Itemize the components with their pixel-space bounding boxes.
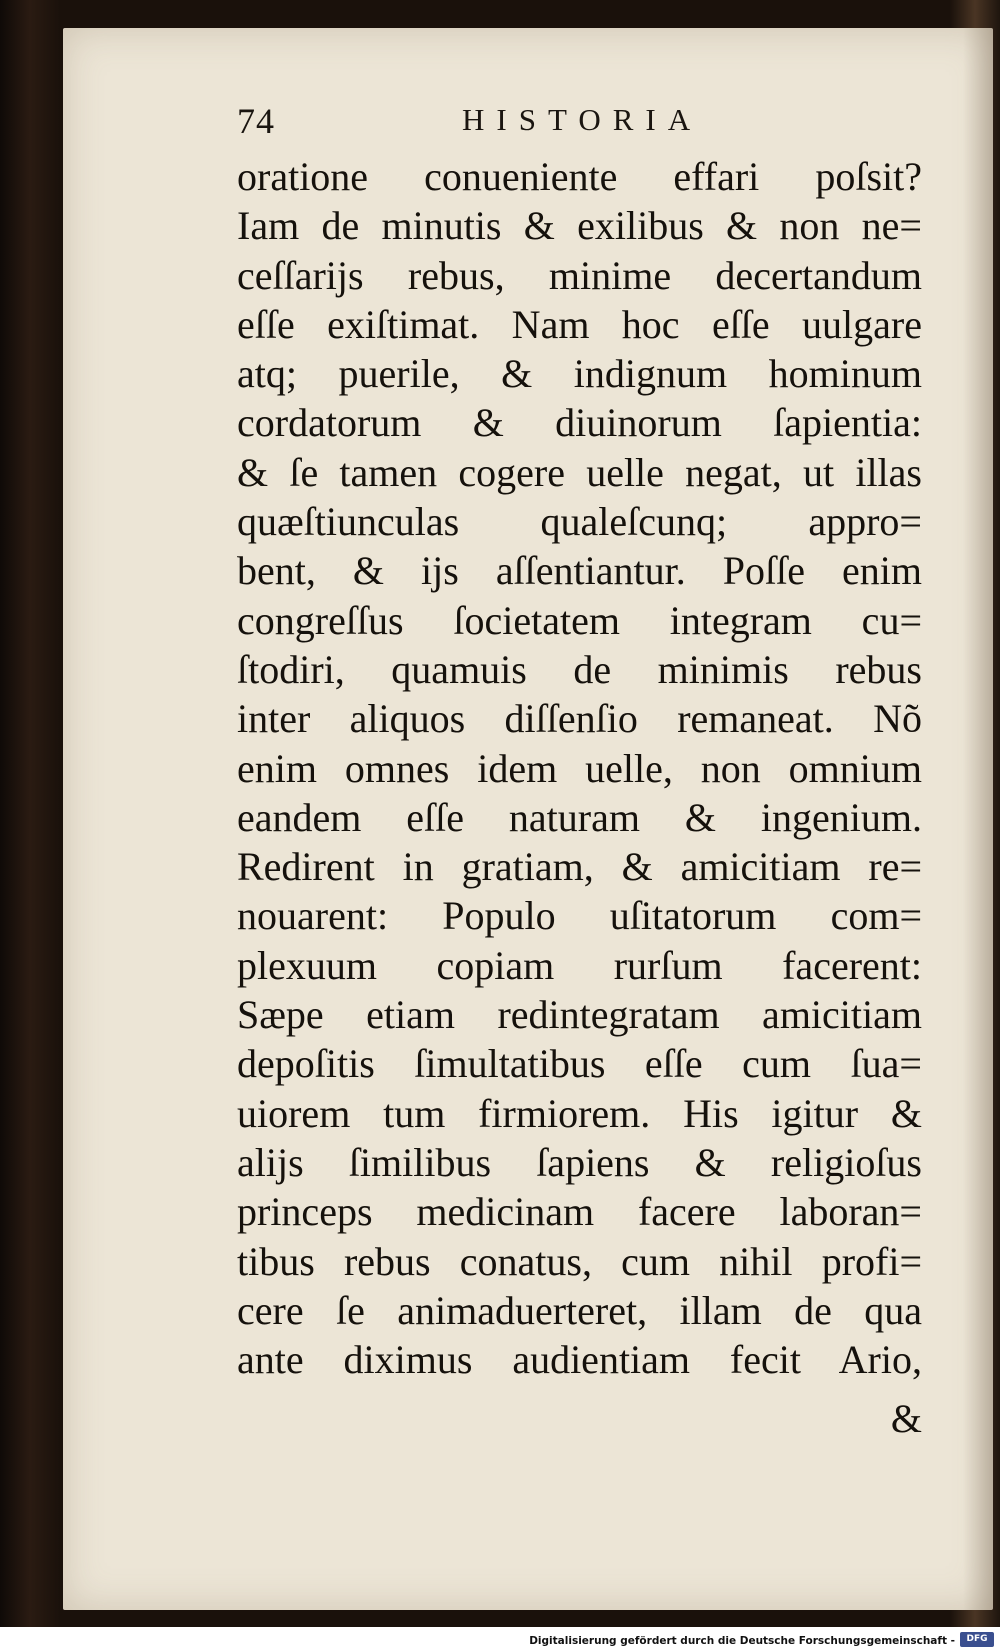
- text-line: atq; puerile, & indignum hominum: [237, 351, 922, 397]
- text-line: enim omnes idem uelle, non omnium: [237, 745, 922, 791]
- text-line: tibus rebus conatus, cum nihil profi=: [237, 1238, 922, 1284]
- text-line: cordatorum & diuinorum ſapientia:: [237, 400, 922, 446]
- catchword: &: [890, 1396, 922, 1441]
- text-line: congreſſus ſocietatem integram cu=: [237, 597, 922, 643]
- text-line: uiorem tum firmiorem. His igitur &: [237, 1090, 922, 1136]
- text-line: alijs ſimilibus ſapiens & religioſus: [237, 1139, 922, 1185]
- text-line: depoſitis ſimultatibus eſſe cum ſua=: [237, 1041, 922, 1087]
- text-line: eandem eſſe naturam & ingenium.: [237, 794, 922, 840]
- text-line: eſſe exiſtimat. Nam hoc eſſe uulgare: [237, 301, 922, 347]
- text-line: & ſe tamen cogere uelle negat, ut illas: [237, 449, 922, 495]
- text-line: ceſſarijs rebus, minime decertandum: [237, 252, 922, 298]
- digitization-footer: [0, 1627, 1000, 1651]
- text-line: ſtodiri, quamuis de minimis rebus: [237, 646, 922, 692]
- dfg-logo-icon: DFG: [960, 1632, 994, 1647]
- text-line: oratione conueniente effari poſsit?: [237, 154, 922, 199]
- text-line: Redirent in gratiam, & amicitiam re=: [237, 844, 922, 890]
- page-number: 74: [237, 101, 275, 141]
- text-line: Sæpe etiam redintegratam amicitiam: [237, 992, 922, 1038]
- text-line: Iam de minutis & exilibus & non ne=: [237, 203, 922, 249]
- text-line: ante diximus audientiam fecit Ario,: [237, 1337, 922, 1383]
- text-line: inter aliquos diſſenſio remaneat. Nõ: [237, 696, 922, 742]
- text-line: bent, & ijs aſſentiantur. Poſſe enim: [237, 548, 922, 594]
- body-text: [237, 152, 922, 1384]
- page-header: [237, 100, 937, 150]
- text-line: plexuum copiam rurſum facerent:: [237, 942, 922, 988]
- text-line: nouarent: Populo uſitatorum com=: [237, 893, 922, 939]
- funding-credit: Digitalisierung gefördert durch die Deutsche Forschungsgemeinschaft -: [529, 1635, 955, 1647]
- running-title: HISTORIA: [462, 102, 703, 137]
- text-line: quæſtiunculas qualeſcunq; appro=: [237, 499, 922, 545]
- text-line: princeps medicinam facere laboran=: [237, 1189, 922, 1235]
- text-line: cere ſe animaduerteret, illam de qua: [237, 1287, 922, 1333]
